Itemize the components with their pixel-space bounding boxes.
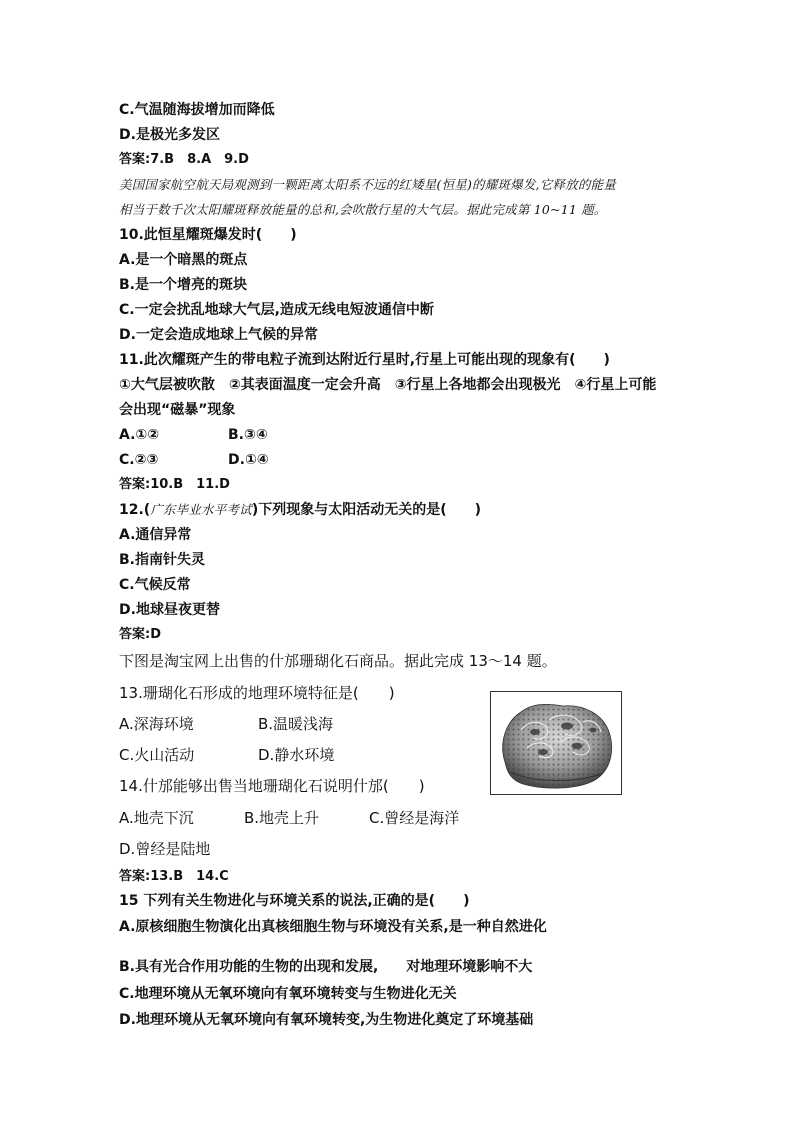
answer-7-9: 答案:7.B 8.A 9.D	[119, 152, 249, 167]
q12-number: 12.(	[119, 502, 151, 518]
question-11: 11.此次耀斑产生的带电粒子流到达附近行星时,行星上可能出现的现象有( )	[119, 352, 610, 368]
intro-10-11-line1: 美国国家航空航天局观测到一颗距离太阳系不远的红矮星(恒星)的耀斑爆发,它释放的能量	[119, 177, 616, 192]
q14-option-d: D.曾经是陆地	[119, 840, 211, 858]
question-12	[119, 501, 481, 519]
q15-option-d: D.地理环境从无氧环境向有氧环境转变,为生物进化奠定了环境基础	[119, 1012, 534, 1028]
q14-option-b: B.地壳上升	[244, 809, 320, 827]
q13-option-c: C.火山活动	[119, 746, 195, 764]
q9-option-c: C.气温随海拔增加而降低	[119, 102, 275, 118]
q15-option-a: A.原核细胞生物演化出真核细胞生物与环境没有关系,是一种自然进化	[119, 919, 547, 935]
q11-option-b: B.③④	[228, 427, 268, 443]
q10-option-b: B.是一个增亮的斑块	[119, 277, 247, 293]
intro-10-11-line2: 相当于数千次太阳耀斑释放能量的总和,会吹散行星的大气层。据此完成第 10~11 题。	[119, 202, 607, 217]
intro-13-14: 下图是淘宝网上出售的什邡珊瑚化石商品。据此完成 13～14 题。	[119, 652, 557, 670]
question-10: 10.此恒星耀斑爆发时( )	[119, 227, 297, 243]
q13-option-d: D.静水环境	[258, 746, 335, 764]
q11-option-a: A.①②	[119, 427, 160, 443]
q12-stem: )下列现象与太阳活动无关的是( )	[251, 502, 482, 518]
q11-option-c: C.②③	[119, 452, 159, 468]
q14-option-c: C.曾经是海洋	[369, 809, 460, 827]
q13-option-a: A.深海环境	[119, 715, 194, 733]
q12-source: 广东毕业水平考试	[150, 502, 252, 517]
q12-option-d: D.地球昼夜更替	[119, 602, 220, 618]
q12-option-c: C.气候反常	[119, 577, 191, 593]
q15-option-c: C.地理环境从无氧环境向有氧环境转变与生物进化无关	[119, 986, 457, 1002]
question-13: 13.珊瑚化石形成的地理环境特征是( )	[119, 684, 395, 702]
coral-fossil-image	[491, 692, 621, 794]
q12-option-a: A.通信异常	[119, 527, 192, 543]
q11-statements-line2: 会出现“磁暴”现象	[119, 402, 236, 418]
q9-option-d: D.是极光多发区	[119, 127, 220, 143]
q10-option-a: A.是一个暗黑的斑点	[119, 252, 248, 268]
q11-option-d: D.①④	[228, 452, 269, 468]
q12-option-b: B.指南针失灵	[119, 552, 205, 568]
answer-13-14: 答案:13.B 14.C	[119, 869, 229, 884]
q15-option-b: B.具有光合作用功能的生物的出现和发展, 对地理环境影响不大	[119, 959, 533, 975]
q11-statements-line1: ①大气层被吹散 ②其表面温度一定会升高 ③行星上各地都会出现极光 ④行星上可能	[119, 377, 657, 393]
question-15: 15 下列有关生物进化与环境关系的说法,正确的是( )	[119, 893, 470, 909]
answer-10-11: 答案:10.B 11.D	[119, 477, 230, 492]
q13-option-b: B.温暖浅海	[258, 715, 334, 733]
coral-fossil-photo	[490, 691, 622, 795]
answer-12: 答案:D	[119, 627, 161, 642]
q14-option-a: A.地壳下沉	[119, 809, 194, 827]
q10-option-d: D.一定会造成地球上气候的异常	[119, 327, 318, 343]
question-14: 14.什邡能够出售当地珊瑚化石说明什邡( )	[119, 777, 425, 795]
q10-option-c: C.一定会扰乱地球大气层,造成无线电短波通信中断	[119, 302, 434, 318]
